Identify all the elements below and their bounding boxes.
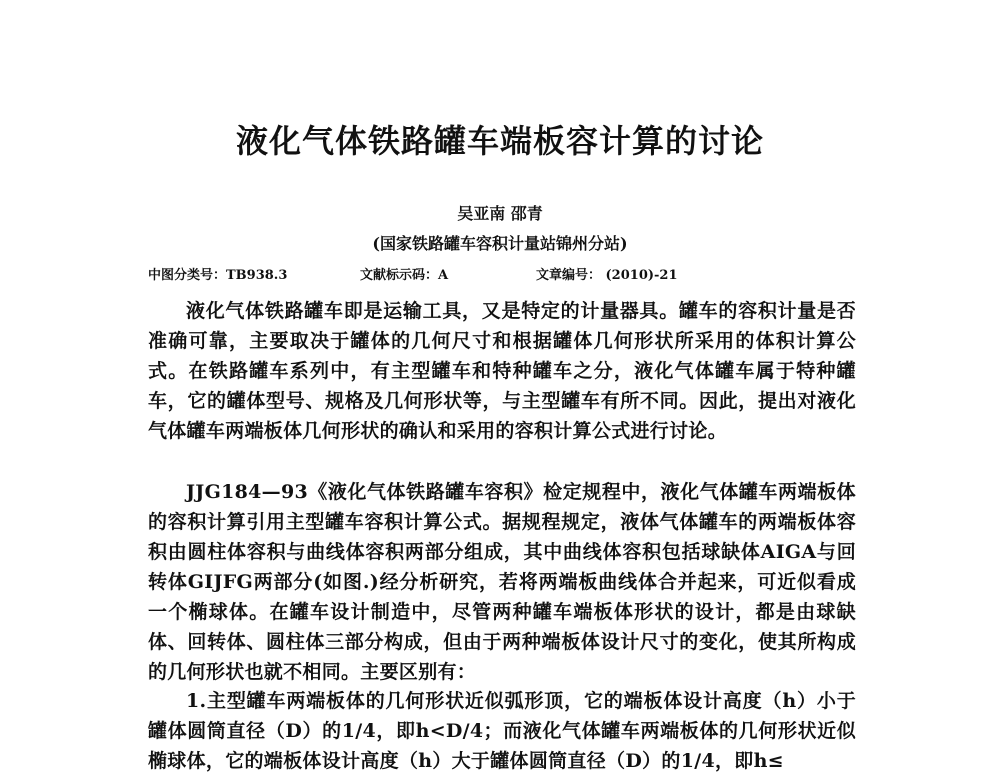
affiliation-line: (国家铁路罐车容积计量站锦州分站) xyxy=(372,234,628,253)
classification-number: 中图分类号：TB938.3 xyxy=(148,268,288,283)
author-line: 吴亚南 邵青 xyxy=(457,204,543,223)
body-paragraph-regulation: JJG184—93《液化气体铁路罐车容积》检定规程中，液化气体罐车两端板体的容积计算引用主型罐车容积计算公式。据规程规定，液体气体罐车的两端板体容积由圆柱体容积与曲线体容积两部分组成，其中曲线体容积包括球缺体AIGA与回转体GIJFG两部分(如图.)经分析研究，若将两端板曲线体合并起来，可近似看成一个椭球体。在罐车设计制造中，尽管两种罐车端板体形状的设计，都是由球缺体、回转体、圆柱体三部分构成，但由于两种端板体设计尺寸的变化，使其所构成的几何形状也就不相同。主要区别有： xyxy=(148,481,856,683)
article-number: 文章编号： (2010)-21 xyxy=(536,268,678,283)
document-code: 文献标示码：A xyxy=(360,268,449,283)
body-paragraph-intro: 液化气体铁路罐车即是运输工具，又是特定的计量器具。罐车的容积计量是否准确可靠，主要取决于罐体的几何尺寸和根据罐体几何形状所采用的体积计算公式。在铁路罐车系列中，有主型罐车和特种罐车之分，液化气体罐车属于特种罐车，它的罐体型号、规格及几何形状等，与主型罐车有所不同。因此，提出对液化气体罐车两端板体几何形状的确认和采用的容积计算公式进行讨论。 xyxy=(148,300,856,442)
body-paragraph-difference-1: 1.主型罐车两端板体的几何形状近似弧形顶，它的端板体设计高度（h）小于罐体圆筒直径（D）的1/4，即h<D/4；而液化气体罐车两端板体的几何形状近似椭球体，它的端板体设计高度（h）大于罐体圆筒直径（D）的1/4，即h≤ xyxy=(148,690,856,772)
paper-title: 液化气体铁路罐车端板容计算的讨论 xyxy=(235,122,764,160)
